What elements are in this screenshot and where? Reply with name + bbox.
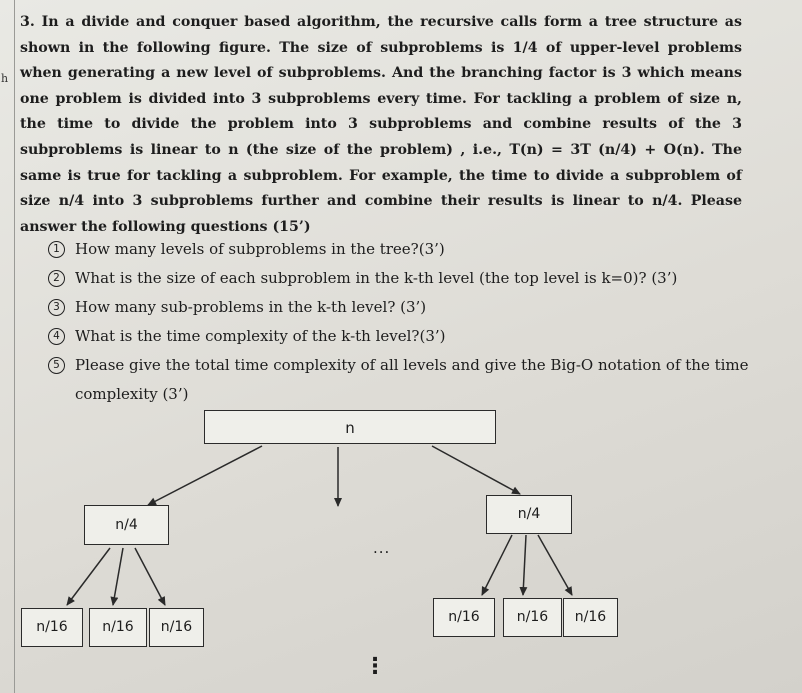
root-node (204, 410, 496, 444)
level1-node-right (486, 495, 572, 534)
middle-ellipsis: ... (373, 539, 391, 557)
circled-number-1: 1 (48, 241, 65, 258)
edge-right-leaf-2 (523, 535, 526, 595)
level1-node-left (84, 505, 169, 545)
edge-left-leaf-3 (135, 548, 165, 605)
edge-left-leaf-2 (113, 548, 123, 605)
node-label: n/16 (574, 609, 607, 625)
edge-root-right (432, 446, 520, 494)
edge-right-leaf-1 (482, 535, 512, 595)
edge-mark: h (1, 72, 9, 85)
node-label: n/16 (36, 619, 68, 635)
node-label: n/16 (516, 609, 549, 625)
circled-number-2: 2 (48, 270, 65, 287)
leaf-node (89, 608, 147, 647)
circled-number-5: 5 (48, 357, 65, 374)
node-label: n/16 (160, 619, 193, 635)
node-label: n/4 (115, 517, 138, 533)
node-label: n/16 (102, 619, 134, 635)
edge-root-left (148, 446, 262, 505)
circled-number-4: 4 (48, 328, 65, 345)
edge-right-leaf-3 (538, 535, 572, 595)
bottom-ellipsis: ⋮ (364, 654, 386, 679)
leaf-node (149, 608, 204, 647)
sub-question-text: How many sub-problems in the k-th level? (3’) (75, 298, 427, 316)
root-label: n (345, 419, 355, 437)
sub-question-text: Please give the total time complexity of all levels and give the Big-O notation of the time complexity (3’) (75, 356, 749, 403)
circled-number-3: 3 (48, 299, 65, 316)
node-label: n/4 (517, 506, 541, 522)
edge-left-leaf-1 (67, 548, 110, 605)
leaf-node (21, 608, 83, 647)
node-label: n/16 (448, 609, 480, 625)
leaf-node (503, 598, 562, 637)
sub-question-text: What is the time complexity of the k-th level?(3’) (75, 327, 446, 345)
leaf-node (563, 598, 618, 637)
sub-question-text: How many levels of subproblems in the tree?(3’) (75, 240, 445, 258)
sub-question-text: What is the size of each subproblem in the k-th level (the top level is k=0)? (3’) (75, 269, 678, 287)
leaf-node (433, 598, 495, 637)
question-paragraph: 3. In a divide and conquer based algorithm, the recursive calls form a tree structure as shown in the following figure. The size of subproblems is 1/4 of upper-level problems when generating a new level of subproblems. And the branching factor is 3 which means one problem is divided into 3 subproblems every time. For tackling a problem of size n, the time to divide the problem into 3 subproblems and combine results of the 3 subproblems is linear to n (the size of the problem) , i.e., T(n) = 3T (n/4) + O(n). The same is true for tackling a subproblem. For example, the time to divide a subproblem of size n/4 into 3 subproblems further and combine their results is linear to n/4. Please answer the following questions (15’) (20, 14, 742, 235)
